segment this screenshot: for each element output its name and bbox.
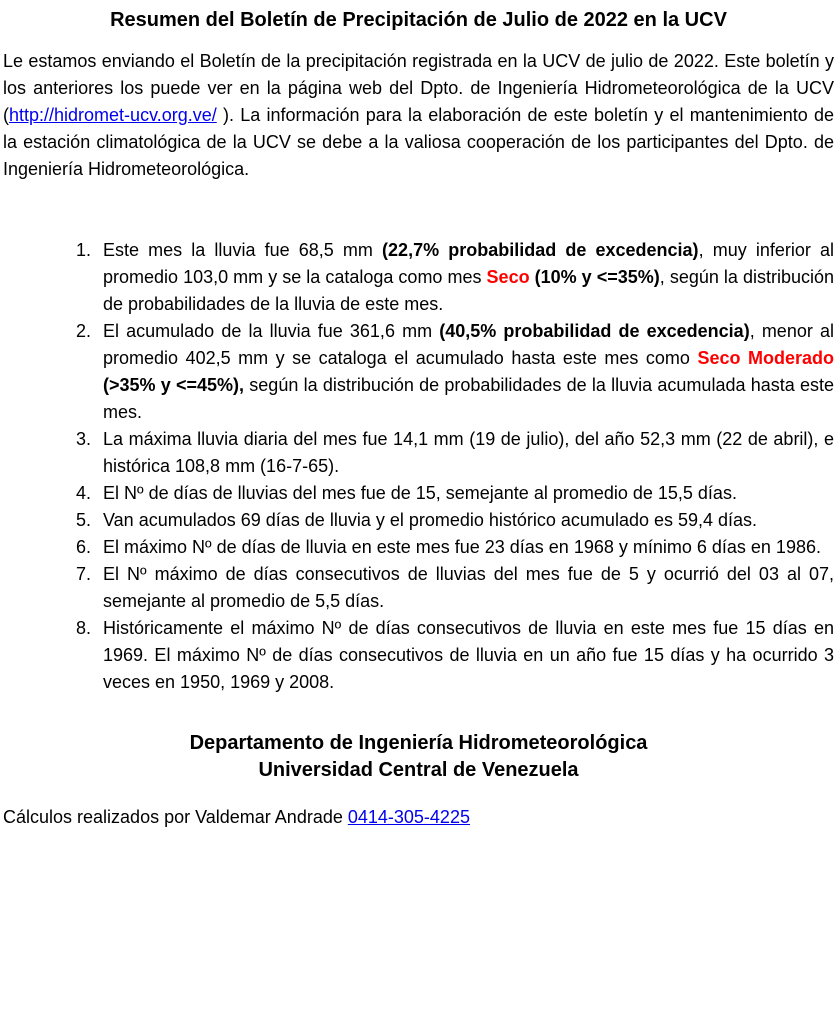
- signature-university: Universidad Central de Venezuela: [258, 759, 579, 781]
- list-item-text-bold: (22,7% probabilidad de excedencia): [382, 240, 699, 260]
- list-item: [3, 426, 834, 480]
- list-item: [3, 507, 834, 534]
- list-item-text: La máxima lluvia diaria del mes fue 14,1 mm (19 de julio), del año 52,3 mm (22 de abril), e histórica 108,8 mm (16-7-65).: [103, 429, 834, 476]
- list-item-text: según la distribución de probabilidades de la lluvia acumulada hasta este mes.: [103, 375, 834, 422]
- list-item-number: 5.: [76, 510, 92, 530]
- list-item-text: El Nº máximo de días consecutivos de lluvias del mes fue de 5 y ocurrió del 03 al 07, semejante al promedio de 5,5 días.: [103, 564, 834, 611]
- signature-department: Departamento de Ingeniería Hidrometeorológica: [189, 732, 648, 754]
- list-item-text: , muy inferior al promedio 103,0 mm y se la cataloga como mes: [103, 240, 835, 287]
- list-item-text: Van acumulados 69 días de lluvia y el promedio histórico acumulado es 59,4 días.: [103, 510, 758, 530]
- list-item-number: 1.: [76, 240, 92, 260]
- list-item-number: 7.: [76, 564, 92, 584]
- list-item: [3, 480, 834, 507]
- list-item-text: , según la distribución de probabilidades de la lluvia de este mes.: [103, 267, 835, 314]
- intro-paragraph: [3, 48, 834, 183]
- list-item: [3, 318, 834, 426]
- list-item-number: 2.: [76, 321, 92, 341]
- list-item-text: , menor al promedio 402,5 mm y se cataloga el acumulado hasta este mes como: [103, 321, 834, 368]
- list-item: [3, 534, 834, 561]
- list-item-text: El máximo Nº de días de lluvia en este mes fue 23 días en 1968 y mínimo 6 días en 1986.: [103, 537, 821, 557]
- list-item-text-bold: (>35% y <=45%),: [103, 375, 245, 395]
- intro-text-before-link: Le estamos enviando el Boletín de la precipitación registrada en la UCV de julio de 2022. Este boletín y los anteriores los puede ver en la página web del Dpto. de Ingeniería Hidrometeorológica de la UCV (: [3, 51, 834, 125]
- list-item-text-red: Seco: [486, 267, 535, 287]
- signature-block: [3, 730, 834, 784]
- hidromet-website-link[interactable]: http://hidromet-ucv.org.ve/: [9, 105, 217, 125]
- list-item: [3, 615, 834, 696]
- list-item-number: 4.: [76, 483, 92, 503]
- footer-credit-text: Cálculos realizados por Valdemar Andrade: [3, 807, 348, 827]
- list-item: [3, 237, 834, 318]
- list-item-number: 8.: [76, 618, 92, 638]
- list-item-text: El Nº de días de lluvias del mes fue de 15, semejante al promedio de 15,5 días.: [103, 483, 737, 503]
- list-item: [3, 561, 834, 615]
- list-item-text: Este mes la lluvia fue 68,5 mm: [103, 240, 383, 260]
- list-item-number: 3.: [76, 429, 92, 449]
- summary-list: [3, 237, 834, 696]
- list-item-text: Históricamente el máximo Nº de días consecutivos de lluvia en este mes fue 15 días en 1969. El máximo Nº de días consecutivos de lluvia en un año fue 15 días y ha ocurrido 3 veces en 1950, 1969 y 2008.: [103, 618, 834, 692]
- list-item-number: 6.: [76, 537, 92, 557]
- list-item-text: El acumulado de la lluvia fue 361,6 mm: [103, 321, 440, 341]
- list-item-text-red: Seco Moderado: [697, 348, 834, 368]
- list-item-text-bold: (40,5% probabilidad de excedencia): [439, 321, 750, 341]
- page-title: Resumen del Boletín de Precipitación de Julio de 2022 en la UCV: [110, 9, 727, 31]
- footer-credits: [3, 804, 834, 831]
- list-item-text-bold: (10% y <=35%): [534, 267, 660, 287]
- phone-number-link[interactable]: 0414-305-4225: [347, 807, 470, 827]
- intro-text-after-link: ). La información para la elaboración de este boletín y el mantenimiento de la estación climatológica de la UCV se debe a la valiosa cooperación de los participantes del Dpto. de Ingeniería Hidrometeorológica.: [3, 105, 834, 179]
